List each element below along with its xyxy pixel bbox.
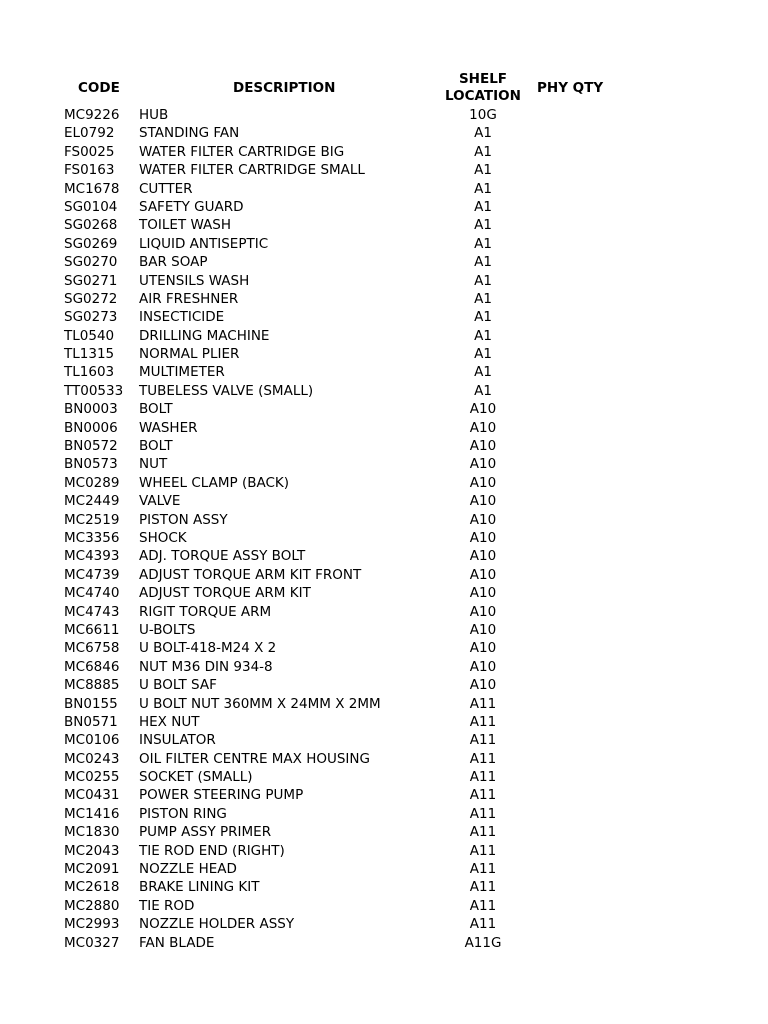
description-cell: BAR SOAP bbox=[139, 254, 208, 271]
table-row bbox=[0, 382, 768, 400]
table-row bbox=[0, 805, 768, 823]
shelf-location-cell: A11 bbox=[469, 842, 497, 859]
code-cell: BN0572 bbox=[64, 438, 118, 455]
shelf-location-cell: A1 bbox=[474, 162, 492, 179]
code-cell: BN0006 bbox=[64, 419, 118, 436]
description-cell: MULTIMETER bbox=[139, 364, 225, 381]
shelf-location-cell: A11 bbox=[469, 897, 497, 914]
shelf-location-cell: A10 bbox=[469, 658, 497, 675]
shelf-location-cell: A10 bbox=[469, 456, 497, 473]
shelf-location-cell: A11 bbox=[469, 805, 497, 822]
table-row bbox=[0, 860, 768, 878]
code-cell: MC4740 bbox=[64, 585, 120, 602]
table-row bbox=[0, 658, 768, 676]
table-row bbox=[0, 915, 768, 933]
shelf-location-cell: A1 bbox=[474, 180, 492, 197]
description-cell: UTENSILS WASH bbox=[139, 272, 250, 289]
table-row bbox=[0, 897, 768, 915]
shelf-location-cell: A11 bbox=[469, 750, 497, 767]
code-cell: FS0025 bbox=[64, 143, 115, 160]
table-row bbox=[0, 437, 768, 455]
description-cell: BOLT bbox=[139, 401, 173, 418]
shelf-location-cell: A1 bbox=[474, 235, 492, 252]
shelf-location-column-header bbox=[432, 71, 534, 105]
shelf-location-cell: A1 bbox=[474, 290, 492, 307]
shelf-location-cell: A10 bbox=[469, 438, 497, 455]
description-cell: NUT bbox=[139, 456, 168, 473]
shelf-location-cell: A10 bbox=[469, 401, 497, 418]
table-row bbox=[0, 198, 768, 216]
table-row bbox=[0, 768, 768, 786]
table-row bbox=[0, 823, 768, 841]
description-cell: HEX NUT bbox=[139, 713, 200, 730]
code-cell: MC0106 bbox=[64, 732, 120, 749]
code-cell: SG0273 bbox=[64, 309, 118, 326]
description-cell: PISTON RING bbox=[139, 805, 227, 822]
description-cell: SOCKET (SMALL) bbox=[139, 769, 253, 786]
description-cell: NUT M36 DIN 934-8 bbox=[139, 658, 273, 675]
table-row bbox=[0, 731, 768, 749]
code-cell: MC2091 bbox=[64, 861, 120, 878]
table-row bbox=[0, 235, 768, 253]
code-cell: SG0268 bbox=[64, 217, 118, 234]
description-cell: SHOCK bbox=[139, 529, 187, 546]
code-cell: MC2519 bbox=[64, 511, 120, 528]
description-cell: TIE ROD END (RIGHT) bbox=[139, 842, 285, 859]
shelf-location-cell: A11 bbox=[469, 879, 497, 896]
table-row bbox=[0, 474, 768, 492]
code-cell: MC0255 bbox=[64, 769, 120, 786]
code-cell: SG0272 bbox=[64, 290, 118, 307]
table-row bbox=[0, 621, 768, 639]
table-row bbox=[0, 106, 768, 124]
shelf-location-cell: A11 bbox=[469, 732, 497, 749]
table-row bbox=[0, 455, 768, 473]
description-cell: U-BOLTS bbox=[139, 621, 196, 638]
shelf-location-cell: A1 bbox=[474, 217, 492, 234]
table-row bbox=[0, 161, 768, 179]
table-row bbox=[0, 308, 768, 326]
table-row bbox=[0, 584, 768, 602]
table-row bbox=[0, 363, 768, 381]
table-row bbox=[0, 786, 768, 804]
description-cell: AIR FRESHNER bbox=[139, 290, 239, 307]
table-row bbox=[0, 327, 768, 345]
shelf-location-cell: A11 bbox=[469, 769, 497, 786]
code-cell: MC9226 bbox=[64, 107, 120, 123]
shelf-location-cell: A10 bbox=[469, 493, 497, 510]
table-row bbox=[0, 419, 768, 437]
description-cell: TIE ROD bbox=[139, 897, 195, 914]
table-row bbox=[0, 345, 768, 363]
table-body bbox=[0, 106, 768, 952]
table-row bbox=[0, 400, 768, 418]
shelf-location-cell: A1 bbox=[474, 272, 492, 289]
code-cell: MC0243 bbox=[64, 750, 120, 767]
shelf-location-cell: A10 bbox=[469, 511, 497, 528]
shelf-location-cell: A11 bbox=[469, 695, 497, 712]
description-cell: NOZZLE HOLDER ASSY bbox=[139, 916, 295, 933]
description-cell: HUB bbox=[139, 107, 169, 123]
description-cell: U BOLT NUT 360MM X 24MM X 2MM bbox=[139, 695, 381, 712]
code-cell: SG0270 bbox=[64, 254, 118, 271]
description-cell: VALVE bbox=[139, 493, 181, 510]
description-cell: TUBELESS VALVE (SMALL) bbox=[139, 382, 314, 399]
code-cell: SG0104 bbox=[64, 198, 118, 215]
table-header bbox=[0, 70, 768, 108]
shelf-location-cell: A1 bbox=[474, 364, 492, 381]
shelf-location-cell: A10 bbox=[469, 529, 497, 546]
shelf-location-cell: A10 bbox=[469, 548, 497, 565]
code-cell: MC2449 bbox=[64, 493, 120, 510]
table-row bbox=[0, 124, 768, 142]
description-cell: U BOLT-418-M24 X 2 bbox=[139, 640, 277, 657]
code-cell: SG0269 bbox=[64, 235, 118, 252]
table-row bbox=[0, 676, 768, 694]
description-cell: WHEEL CLAMP (BACK) bbox=[139, 474, 290, 491]
table-row bbox=[0, 143, 768, 161]
description-cell: RIGIT TORQUE ARM bbox=[139, 603, 272, 620]
table-row bbox=[0, 253, 768, 271]
table-row bbox=[0, 180, 768, 198]
table-row bbox=[0, 750, 768, 768]
description-cell: SAFETY GUARD bbox=[139, 198, 244, 215]
description-cell: PISTON ASSY bbox=[139, 511, 228, 528]
shelf-header-line1: SHELF bbox=[458, 71, 508, 87]
code-cell: MC0327 bbox=[64, 934, 120, 951]
shelf-location-cell: A11 bbox=[469, 916, 497, 933]
description-cell: PUMP ASSY PRIMER bbox=[139, 824, 272, 841]
table-row bbox=[0, 547, 768, 565]
shelf-location-cell: A10 bbox=[469, 640, 497, 657]
shelf-location-cell: A11G bbox=[464, 934, 502, 951]
description-cell: BOLT bbox=[139, 438, 173, 455]
code-cell: MC6758 bbox=[64, 640, 120, 657]
description-cell: ADJUST TORQUE ARM KIT bbox=[139, 585, 311, 602]
description-cell: ADJ. TORQUE ASSY BOLT bbox=[139, 548, 306, 565]
code-cell: MC1830 bbox=[64, 824, 120, 841]
description-cell: WATER FILTER CARTRIDGE BIG bbox=[139, 143, 345, 160]
shelf-location-cell: A10 bbox=[469, 585, 497, 602]
table-row bbox=[0, 529, 768, 547]
code-cell: EL0792 bbox=[64, 125, 115, 142]
shelf-location-cell: A1 bbox=[474, 125, 492, 142]
code-cell: TL1603 bbox=[64, 364, 115, 381]
code-cell: MC2618 bbox=[64, 879, 120, 896]
table-row bbox=[0, 290, 768, 308]
table-row bbox=[0, 639, 768, 657]
shelf-location-cell: A10 bbox=[469, 677, 497, 694]
code-cell: MC0289 bbox=[64, 474, 120, 491]
table-row bbox=[0, 934, 768, 952]
code-cell: BN0573 bbox=[64, 456, 118, 473]
table-row bbox=[0, 713, 768, 731]
description-cell: NORMAL PLIER bbox=[139, 346, 240, 363]
description-cell: POWER STEERING PUMP bbox=[139, 787, 304, 804]
table-row bbox=[0, 272, 768, 290]
code-cell: MC1416 bbox=[64, 805, 120, 822]
shelf-location-cell: A1 bbox=[474, 143, 492, 160]
description-cell: LIQUID ANTISEPTIC bbox=[139, 235, 269, 252]
table-row bbox=[0, 216, 768, 234]
table-row bbox=[0, 603, 768, 621]
shelf-location-cell: A11 bbox=[469, 787, 497, 804]
code-cell: TL0540 bbox=[64, 327, 115, 344]
description-cell: FAN BLADE bbox=[139, 934, 215, 951]
shelf-location-cell: A10 bbox=[469, 419, 497, 436]
description-cell: BRAKE LINING KIT bbox=[139, 879, 260, 896]
table-row bbox=[0, 878, 768, 896]
code-cell: SG0271 bbox=[64, 272, 118, 289]
code-cell: MC6846 bbox=[64, 658, 120, 675]
shelf-location-cell: A10 bbox=[469, 621, 497, 638]
shelf-location-cell: A1 bbox=[474, 309, 492, 326]
shelf-header-line2: LOCATION bbox=[445, 88, 521, 104]
shelf-location-cell: A1 bbox=[474, 254, 492, 271]
description-cell: INSECTICIDE bbox=[139, 309, 225, 326]
table-row bbox=[0, 695, 768, 713]
description-cell: WATER FILTER CARTRIDGE SMALL bbox=[139, 162, 365, 179]
table-row bbox=[0, 842, 768, 860]
code-cell: FS0163 bbox=[64, 162, 115, 179]
shelf-location-cell: A11 bbox=[469, 713, 497, 730]
shelf-location-cell: A1 bbox=[474, 382, 492, 399]
description-cell: INSULATOR bbox=[139, 732, 216, 749]
code-cell: MC4393 bbox=[64, 548, 120, 565]
shelf-location-cell: A10 bbox=[469, 474, 497, 491]
table-row bbox=[0, 566, 768, 584]
code-cell: TT00533 bbox=[64, 382, 124, 399]
code-cell: MC2993 bbox=[64, 916, 120, 933]
code-cell: BN0155 bbox=[64, 695, 118, 712]
code-cell: MC4739 bbox=[64, 566, 120, 583]
shelf-location-cell: A1 bbox=[474, 327, 492, 344]
shelf-location-cell: A11 bbox=[469, 861, 497, 878]
description-cell: ADJUST TORQUE ARM KIT FRONT bbox=[139, 566, 362, 583]
shelf-location-cell: A10 bbox=[469, 566, 497, 583]
shelf-location-cell: 10G bbox=[469, 107, 497, 123]
phy-qty-column-header: PHY QTY bbox=[537, 80, 604, 96]
code-cell: TL1315 bbox=[64, 346, 115, 363]
description-cell: OIL FILTER CENTRE MAX HOUSING bbox=[139, 750, 370, 767]
shelf-location-cell: A1 bbox=[474, 198, 492, 215]
code-cell: MC1678 bbox=[64, 180, 120, 197]
description-cell: STANDING FAN bbox=[139, 125, 240, 142]
code-cell: MC0431 bbox=[64, 787, 120, 804]
code-column-header: CODE bbox=[78, 80, 120, 96]
table-row bbox=[0, 511, 768, 529]
description-cell: WASHER bbox=[139, 419, 198, 436]
code-cell: MC2880 bbox=[64, 897, 120, 914]
description-cell: DRILLING MACHINE bbox=[139, 327, 270, 344]
description-cell: U BOLT SAF bbox=[139, 677, 217, 694]
description-cell: NOZZLE HEAD bbox=[139, 861, 237, 878]
code-cell: MC2043 bbox=[64, 842, 120, 859]
code-cell: MC4743 bbox=[64, 603, 120, 620]
shelf-location-cell: A10 bbox=[469, 603, 497, 620]
code-cell: BN0571 bbox=[64, 713, 118, 730]
code-cell: MC6611 bbox=[64, 621, 120, 638]
description-cell: CUTTER bbox=[139, 180, 193, 197]
description-column-header: DESCRIPTION bbox=[233, 80, 336, 96]
table-row bbox=[0, 492, 768, 510]
code-cell: MC3356 bbox=[64, 529, 120, 546]
shelf-location-cell: A1 bbox=[474, 346, 492, 363]
description-cell: TOILET WASH bbox=[139, 217, 232, 234]
shelf-location-cell: A11 bbox=[469, 824, 497, 841]
code-cell: BN0003 bbox=[64, 401, 118, 418]
code-cell: MC8885 bbox=[64, 677, 120, 694]
